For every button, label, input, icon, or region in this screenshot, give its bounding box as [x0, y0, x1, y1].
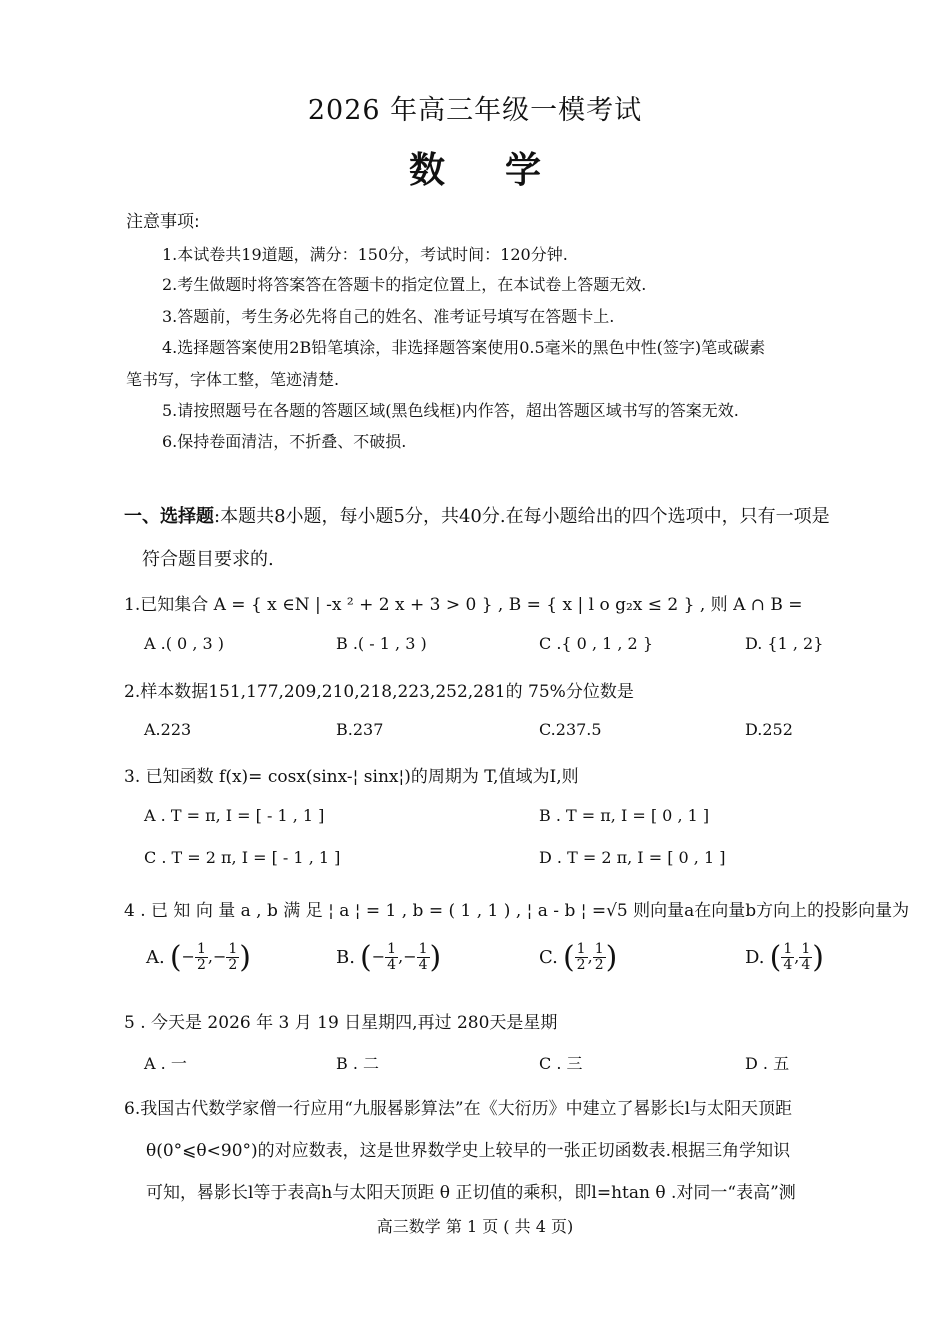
q4-option-c: C. ( $\frac{1}{2}$ , $\frac{1}{2}$ )	[539, 940, 618, 975]
fraction	[781, 942, 794, 972]
q4-option-d: D. ( $\frac{1}{4}$ , $\frac{1}{4}$ )	[745, 940, 824, 975]
q5-option-b: B . 二	[336, 1054, 380, 1073]
notice-item-6: 6.保持卷面清洁，不折叠、不破损.	[162, 432, 407, 451]
q4-option-c-label: C.	[539, 947, 558, 968]
fraction	[593, 942, 606, 972]
notice-heading: 注意事项:	[126, 212, 200, 232]
minus-sign: −	[212, 947, 227, 966]
q2-option-d: D.252	[745, 720, 793, 739]
numerator: 1	[418, 941, 428, 958]
section-heading	[124, 502, 830, 528]
subject-title: 数学	[408, 149, 601, 191]
denominator: 2	[196, 957, 206, 973]
fraction	[195, 942, 208, 972]
paren-open: (	[169, 940, 182, 975]
minus-sign: −	[181, 947, 195, 966]
question-4-stem: 4 . 已 知 向 量 a , b 满 足 ¦ a ¦ = 1 , b = ( 1 , 1 ) , ¦ a - b ¦ =√5 则向量a在向量b方向上的投影向量为	[124, 901, 910, 921]
numerator: 1	[196, 941, 206, 958]
q2-option-b: B.237	[336, 720, 384, 739]
paren-close: )	[812, 940, 824, 975]
q5-option-d: D . 五	[745, 1054, 790, 1073]
denominator: 4	[418, 957, 428, 973]
q4-option-d-label: D.	[745, 947, 765, 968]
numerator: 1	[801, 941, 811, 958]
notice-item-2: 2.考生做题时将答案答在答题卡的指定位置上，在本试卷上答题无效.	[162, 275, 647, 294]
denominator: 2	[594, 957, 604, 973]
q3-option-d: D . T = 2 π, I = [ 0 , 1 ]	[539, 848, 726, 867]
question-6-line-1: 6.我国古代数学家僧一行应用“九服晷影算法”在《大衍历》中建立了晷影长l与太阳天顶距	[124, 1099, 793, 1119]
question-6-line-2: θ(0°⩽θ<90°)的对应数表，这是世界数学史上较早的一张正切函数表.根据三角学知识	[146, 1141, 791, 1161]
fraction	[575, 942, 588, 972]
notice-item-4: 4.选择题答案使用2B铅笔填涂，非选择题答案使用0.5毫米的黑色中性(签字)笔或碳素	[162, 338, 766, 357]
q1-option-c: C .{ 0 , 1 , 2 }	[539, 634, 653, 653]
notice-item-5: 5.请按照题号在各题的答题区域(黑色线框)内作答，超出答题区域书写的答案无效.	[162, 401, 739, 420]
paren-close: )	[605, 940, 618, 975]
denominator: 4	[783, 957, 793, 973]
paren-open: (	[360, 940, 372, 975]
fraction	[226, 942, 239, 972]
q5-option-a: A . 一	[144, 1054, 187, 1073]
numerator: 1	[576, 941, 586, 958]
question-6-line-3: 可知，晷影长l等于表高h与太阳天顶距 θ 正切值的乘积，即l=htan θ .对同一“表高”测	[146, 1183, 796, 1203]
q2-option-a: A.223	[144, 720, 192, 739]
q3-option-b: B . T = π, I = [ 0 , 1 ]	[539, 806, 710, 825]
q3-option-c: C . T = 2 π, I = [ - 1 , 1 ]	[144, 848, 341, 867]
denominator: 4	[387, 957, 397, 973]
numerator: 1	[783, 941, 793, 958]
paren-open: (	[769, 940, 782, 975]
paren-close: )	[429, 940, 442, 975]
numerator: 1	[594, 941, 604, 958]
q4-option-a-label: A.	[146, 947, 165, 968]
q3-option-a: A . T = π, I = [ - 1 , 1 ]	[144, 806, 325, 825]
denominator: 2	[228, 957, 238, 973]
notice-item-1: 1.本试卷共19道题，满分：150分，考试时间：120分钟.	[162, 245, 568, 264]
notice-item-4-cont: 笔书写，字体工整，笔迹清楚.	[126, 370, 340, 389]
q4-option-b-label: B.	[336, 947, 355, 968]
denominator: 4	[801, 957, 811, 973]
section-desc-line2: 符合题目要求的.	[142, 549, 274, 570]
fraction	[417, 942, 430, 972]
q1-option-d: D. {1 , 2}	[745, 634, 824, 653]
exam-title: 2026 年高三年级一模考试	[307, 95, 643, 126]
q1-option-a: A .( 0 , 3 )	[144, 634, 224, 653]
minus-sign: −	[403, 947, 417, 966]
section-desc: :本题共8小题，每小题5分，共40分.在每小题给出的四个选项中，只有一项是	[214, 506, 830, 527]
section-title: 一、选择题	[124, 506, 214, 527]
question-3-stem: 3. 已知函数 f(x)= cosx(sinx-¦ sinx¦)的周期为 T,值域为I,则	[124, 767, 579, 787]
question-1-stem: 1.已知集合 A = { x ∈N | -x ² + 2 x + 3 > 0 } , B = { x | l o g₂x ≤ 2 } , 则 A ∩ B =	[124, 595, 803, 615]
numerator: 1	[228, 941, 238, 958]
question-5-stem: 5 . 今天是 2026 年 3 月 19 日星期四,再过 280天是星期	[124, 1013, 558, 1033]
q1-option-b: B .( - 1 , 3 )	[336, 634, 427, 653]
q2-option-c: C.237.5	[539, 720, 602, 739]
q5-option-c: C . 三	[539, 1054, 583, 1073]
q4-option-b: B. (− $\frac{1}{4}$ ,− $\frac{1}{4}$ )	[336, 940, 442, 975]
minus-sign: −	[371, 947, 386, 966]
paren-open: (	[562, 940, 575, 975]
paren-close: )	[239, 940, 252, 975]
fraction	[799, 942, 812, 972]
fraction	[385, 942, 398, 972]
q4-option-a: A. (− $\frac{1}{2}$ ,− $\frac{1}{2}$ )	[146, 940, 252, 975]
numerator: 1	[387, 941, 397, 958]
question-2-stem: 2.样本数据151,177,209,210,218,223,252,281的 75%分位数是	[124, 682, 634, 702]
notice-item-3: 3.答题前，考生务必先将自己的姓名、准考证号填写在答题卡上.	[162, 307, 615, 326]
denominator: 2	[576, 957, 586, 973]
page-footer: 高三数学 第 1 页 ( 共 4 页)	[376, 1217, 574, 1236]
